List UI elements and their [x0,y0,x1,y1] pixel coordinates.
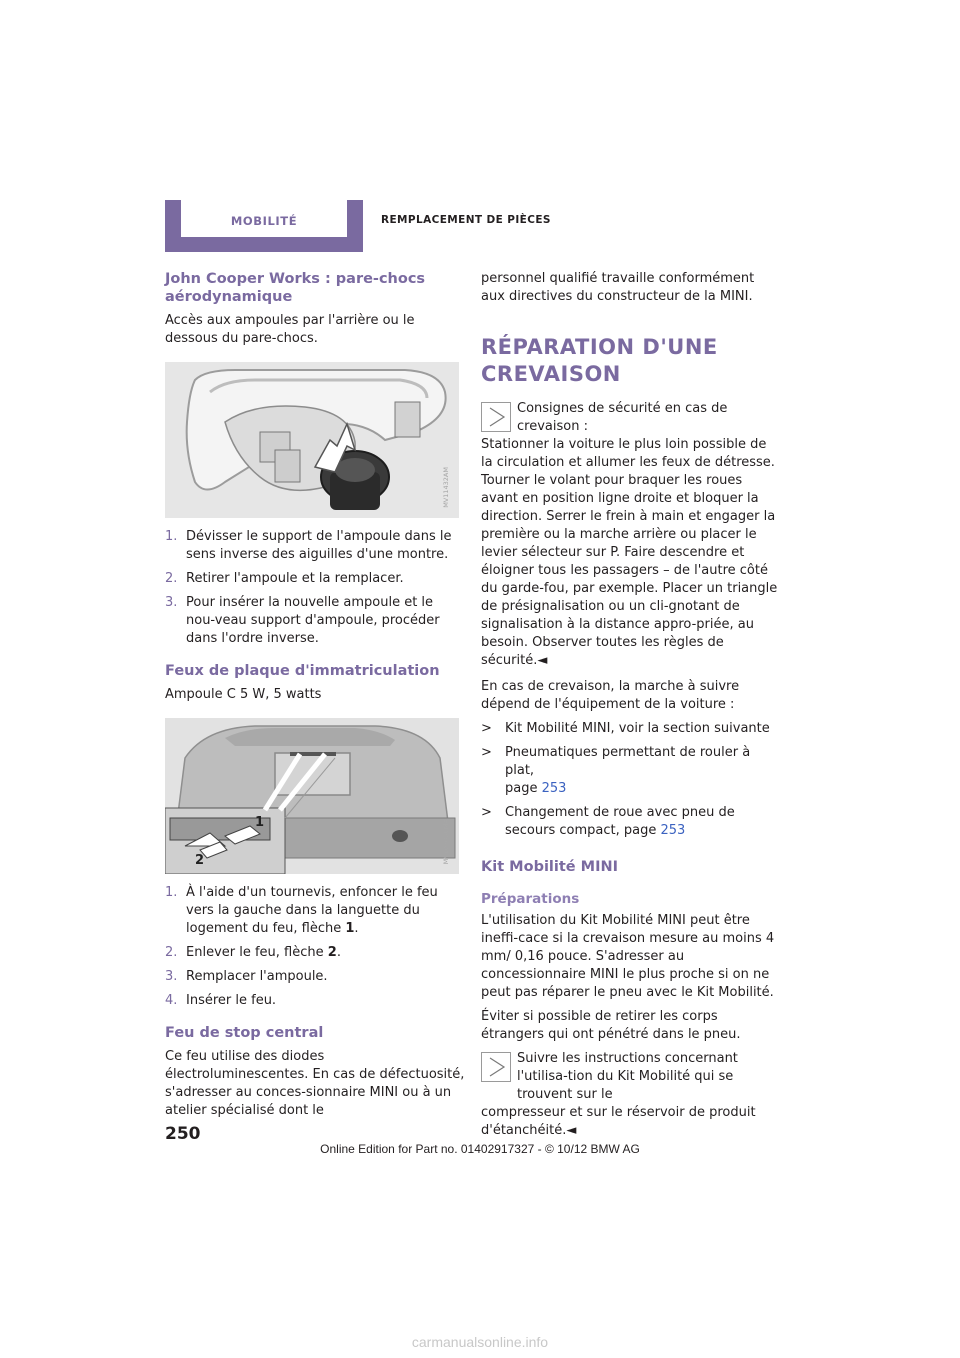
list-item [165,884,465,938]
preparations-text-2: Éviter si possible de retirer les corps étrangers qui ont pénétré dans le pneu. [481,1009,741,1042]
end-mark-icon: ◄ [537,653,548,668]
step-number: 1. [165,529,178,544]
jcw-bumper-heading-line2: aérodynamique [165,289,293,305]
step-text: Enlever le feu, flèche 2. [186,945,341,960]
list-item [165,570,465,588]
safety-note-heading: Consignes de sécurité en cas de crevaison : [517,401,728,434]
right-column [481,270,781,1140]
figure-bulb-holder [165,362,459,518]
list-item [165,968,465,986]
figure-license-plate-light [165,718,459,874]
header-section-title: MOBILITÉ [230,214,298,228]
list-item [481,720,781,738]
list-item [165,528,465,564]
bulb-holder-illustration [165,362,459,518]
step-text: Insérer le feu. [186,993,277,1008]
preparations-heading: Préparations [481,891,580,907]
figure-license-plate-id: MV10303CMA [442,818,450,864]
step-text: Retirer l'ampoule et la remplacer. [186,571,404,586]
note-triangle-icon [481,1052,511,1082]
step-text: Pour insérer la nouvelle ampoule et le nou-veau support d'ampoule, procéder dans l'ordre inverse. [186,595,440,646]
watermark: carmanualsonline.info [411,1334,549,1350]
mini-mobility-kit-heading: Kit Mobilité MINI [481,859,619,875]
list-bullet-icon: > [481,805,492,820]
safety-note [481,400,781,670]
list-item [165,944,465,962]
figure-bulb-holder-id: MV11432AM [442,467,450,508]
safety-note-body: Stationner la voiture le plus loin possible de la circulation et allumer les feux de détresse. Tourner le volant pour braquer les roues avant en position ligne droite et bloquer la direction. Serrer le frein à main et engager la première ou la marche arrière ou placer le levier sélecteur sur P. Faire descendre et éloigner tous les passagers – de l'autre côté du garde-fou, par exemple. Placer un triangle de présignalisation ou un cli-gnotant de signalisation à la distance appro-priée, au besoin. Observer toutes les règles de sécurité.◄ [481,437,778,668]
option-text: Pneumatiques permettant de rouler à plat, page 253 [505,745,751,796]
jcw-bumper-text: Accès aux ampoules par l'arrière ou le dessous du pare-chocs. [165,313,415,346]
step-number: 1. [165,885,178,900]
preparations-text-1: L'utilisation du Kit Mobilité MINI peut être ineffi-cace si la crevaison mesure au moins 4 mm/ 0,16 pouce. S'adresser au concessionnaire MINI le plus proche si on ne peut pas réparer le pneu avec le Kit Mobilité. [481,913,775,1000]
license-plate-illustration [165,718,459,874]
figure-label-1: 1 [255,815,265,830]
procedure-intro: En cas de crevaison, la marche à suivre dépend de l'équipement de la voiture : [481,679,740,712]
flat-tire-heading-line1: RÉPARATION D'UNE [481,335,718,359]
step-number: 2. [165,571,178,586]
center-brake-light-heading: Feu de stop central [165,1025,324,1041]
list-item [481,804,781,840]
step-text: À l'aide d'un tournevis, enfoncer le feu vers la gauche dans la languette du logement du feu, flèche 1. [186,885,438,936]
left-column [165,270,465,1126]
footer-edition: Online Edition for Part no. 01402917327 - © 10/12 BMW AG [320,1142,640,1156]
steps-license-plate [165,884,465,1010]
step-number: 3. [165,595,178,610]
page-link[interactable]: 253 [541,781,567,796]
steps-bulb-replacement [165,528,465,648]
license-plate-light-heading: Feux de plaque d'immatriculation [165,663,440,679]
end-mark-icon: ◄ [566,1123,577,1138]
repair-options-list [481,720,781,840]
figure-label-2: 2 [195,853,205,868]
step-text: Dévisser le support de l'ampoule dans le sens inverse des aiguilles d'une montre. [186,529,452,562]
header-chapter-title: REMPLACEMENT DE PIÈCES [381,214,551,226]
list-item [165,992,465,1010]
step-number: 2. [165,945,178,960]
step-number: 4. [165,993,178,1008]
instructions-note-body: compresseur et sur le réservoir de produit d'étanchéité.◄ [481,1105,756,1138]
option-text: Changement de roue avec pneu de secours compact, page 253 [505,805,735,838]
option-text: Kit Mobilité MINI, voir la section suivante [505,721,770,736]
list-item [165,594,465,648]
flat-tire-repair-heading [481,334,781,388]
center-brake-light-text: Ce feu utilise des diodes électroluminescentes. En cas de défectuosité, s'adresser au conces-sionnaire MINI ou à un atelier spécialisé dont le [165,1049,465,1118]
instructions-note-heading: Suivre les instructions concernant l'utilisa-tion du Kit Mobilité qui se trouvent sur le [517,1051,738,1102]
continued-text: personnel qualifié travaille conformément aux directives du constructeur de la MINI. [481,271,755,304]
page-link[interactable]: 253 [660,823,686,838]
jcw-bumper-heading-line1: John Cooper Works : pare-chocs [165,271,426,287]
list-item [481,744,781,798]
step-text: Remplacer l'ampoule. [186,969,328,984]
instructions-note [481,1050,781,1140]
license-plate-bulb-spec: Ampoule C 5 W, 5 watts [165,687,322,702]
note-triangle-icon [481,402,511,432]
list-bullet-icon: > [481,745,492,760]
page-number: 250 [165,1124,201,1144]
step-number: 3. [165,969,178,984]
flat-tire-heading-line2: CREVAISON [481,362,621,386]
list-bullet-icon: > [481,721,492,736]
jcw-bumper-heading [165,270,465,306]
